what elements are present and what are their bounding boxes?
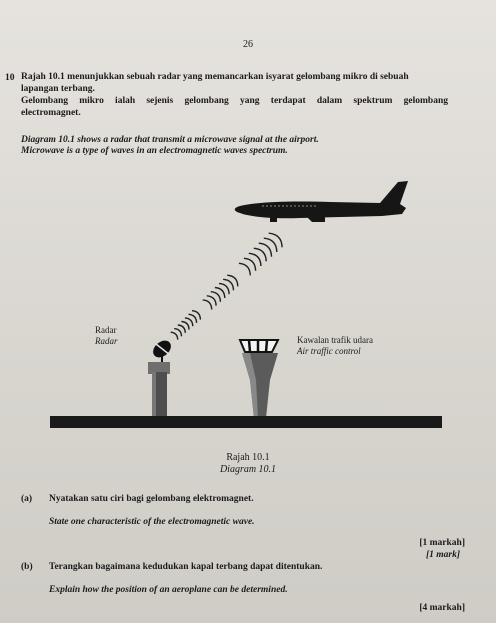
- page-number: 26: [243, 39, 253, 50]
- intro-ms-line-2: lapangan terbang.: [21, 84, 95, 94]
- wave-arc: [185, 318, 193, 326]
- part-a-text-en: State one characteristic of the electromagnetic wave.: [49, 517, 255, 527]
- wave-arc: [181, 322, 189, 330]
- caption-en: Diagram 10.1: [219, 464, 277, 475]
- ground-bar: [50, 416, 442, 428]
- aeroplane-icon: [235, 181, 408, 222]
- wave-arc: [174, 329, 181, 337]
- part-a-text-ms: Nyatakan satu ciri bagi gelombang elektromagnet.: [49, 494, 254, 504]
- microwave-signal: [171, 233, 282, 339]
- part-b-mark-ms: [4 markah]: [419, 603, 465, 613]
- intro-ms-line-1: Rajah 10.1 menunjukkan sebuah radar yang memancarkan isyarat gelombang mikro di sebuah: [21, 72, 409, 82]
- atc-label-en: Air traffic control: [297, 346, 361, 356]
- radar-label-en: Radar: [95, 336, 118, 346]
- part-b-label: (b): [21, 562, 33, 572]
- atc-label: [297, 335, 373, 357]
- part-a-mark-en: [1 mark]: [425, 550, 460, 560]
- intro-ms-line-4: electromagnet.: [21, 108, 81, 118]
- caption-ms: Rajah 10.1: [226, 452, 270, 463]
- wave-arc: [171, 332, 178, 339]
- part-b-text-ms: Terangkan bagaimana kedudukan kapal terbang dapat ditentukan.: [49, 562, 323, 572]
- wave-arc: [203, 300, 212, 310]
- intro-en-line-2: Microwave is a type of waves in an electromagnetic waves spectrum.: [21, 146, 288, 156]
- wave-arc: [178, 325, 186, 333]
- atc-label-ms: Kawalan trafik udara: [297, 335, 373, 345]
- part-b-text-en: Explain how the position of an aeroplane can be determined.: [49, 585, 288, 595]
- part-a-mark-ms: [1 markah]: [419, 538, 465, 548]
- intro-en-line-1: Diagram 10.1 shows a radar that transmit a microwave signal at the airport.: [21, 135, 319, 145]
- question-number: 10: [5, 73, 15, 83]
- wave-arc: [239, 263, 250, 275]
- intro-ms-line-3: Gelombang mikro ialah sejenis gelombang yang terdapat dalam spektrum gelombang: [21, 96, 448, 106]
- control-tower-icon: [240, 340, 278, 418]
- radar-tower-icon: [148, 337, 174, 417]
- radar-label-ms: Radar: [95, 325, 117, 335]
- wave-arc: [207, 296, 216, 306]
- wave-arc: [244, 258, 256, 270]
- radar-label: [95, 325, 118, 347]
- part-a-label: (a): [21, 494, 33, 504]
